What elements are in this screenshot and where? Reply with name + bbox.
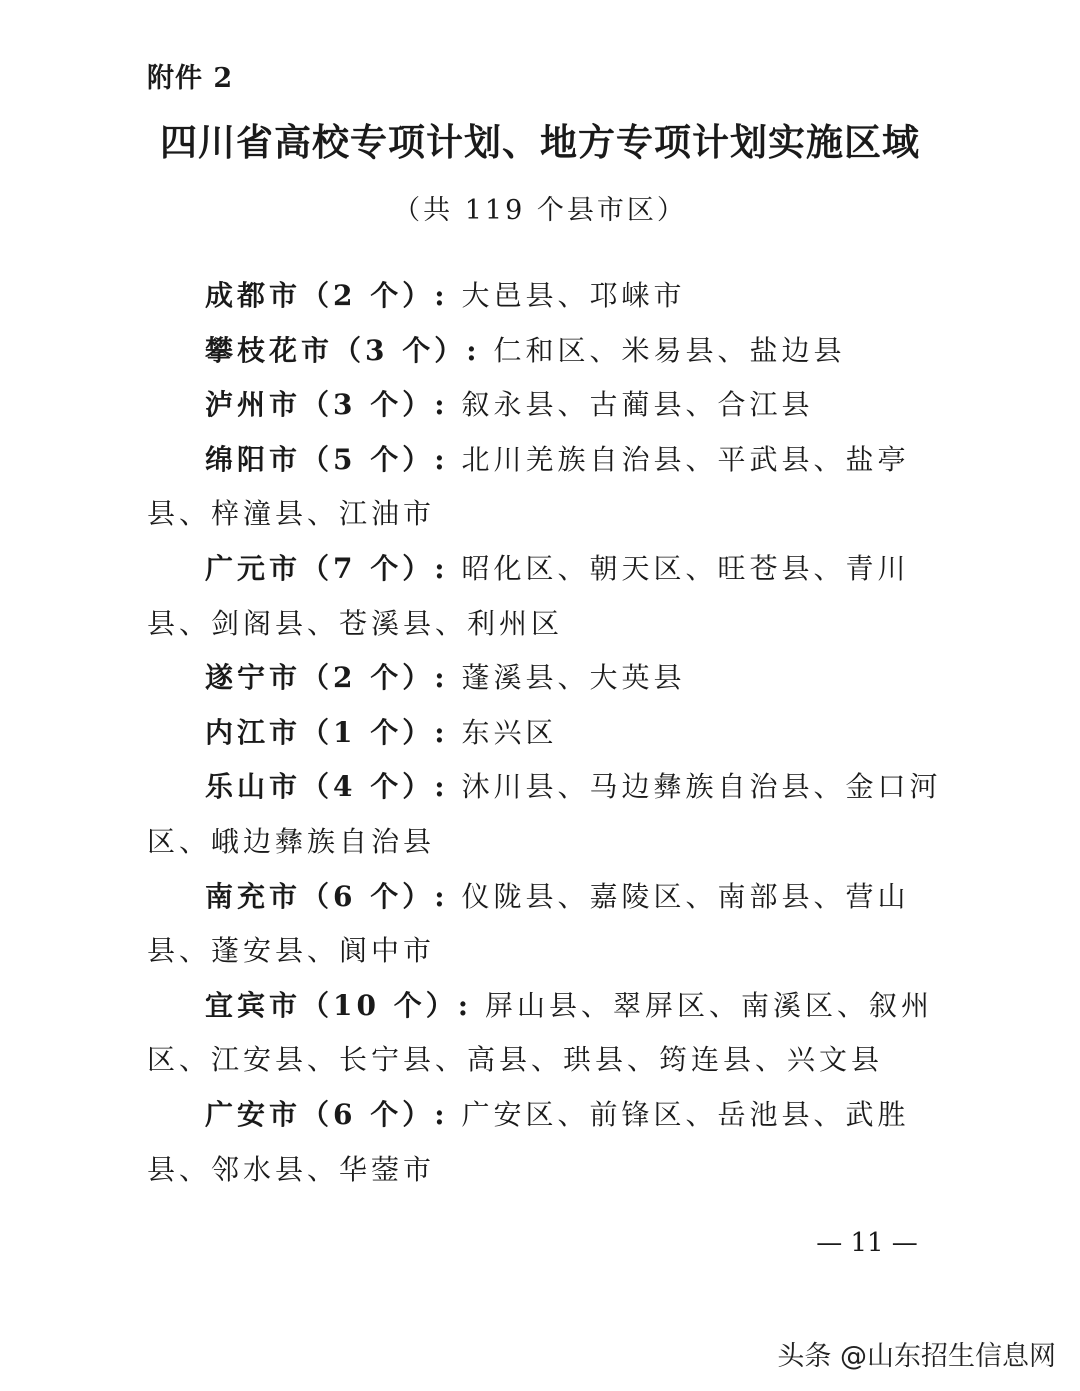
city-name: 遂宁市（2 个）:	[205, 661, 449, 695]
document-subtitle: （共 119 个县市区）	[393, 195, 687, 226]
city-name: 绵阳市（5 个）:	[205, 442, 449, 476]
district-list: 仁和区、米易县、盐边县	[493, 333, 846, 367]
city-name: 攀枝花市（3 个）:	[205, 333, 481, 367]
region-entry	[147, 1088, 947, 1197]
district-list: 叙永县、古蔺县、合江县	[461, 388, 814, 422]
city-name: 广安市（6 个）:	[205, 1097, 449, 1131]
attachment-label: 附件 2	[147, 63, 234, 94]
region-entry	[147, 378, 947, 433]
district-list: 沐川县、马边彝族自治县、金口河区、峨边彝族自治县	[147, 770, 942, 858]
page-number: — 11 —	[816, 1228, 918, 1258]
region-entry	[147, 870, 947, 979]
region-entry	[147, 269, 947, 324]
region-entry	[147, 651, 947, 706]
city-name: 内江市（1 个）:	[205, 715, 449, 749]
city-name: 泸州市（3 个）:	[205, 388, 449, 422]
district-list: 昭化区、朝天区、旺苍县、青川县、剑阁县、苍溪县、利州区	[147, 551, 910, 640]
city-name: 宜宾市（10 个）:	[205, 988, 473, 1022]
city-name: 南充市（6 个）:	[205, 879, 449, 913]
city-name: 乐山市（4 个）:	[205, 770, 449, 804]
district-list: 仪陇县、嘉陵区、南部县、营山县、蓬安县、阆中市	[147, 879, 910, 968]
district-list: 广安区、前锋区、岳池县、武胜县、邻水县、华蓥市	[147, 1097, 910, 1186]
source-watermark: 头条 @山东招生信息网	[777, 1341, 1056, 1372]
region-entry	[147, 433, 947, 542]
region-entry	[147, 324, 947, 379]
region-entry	[147, 542, 947, 651]
city-name: 广元市（7 个）:	[205, 551, 449, 585]
region-entry	[147, 706, 947, 761]
document-title: 四川省高校专项计划、地方专项计划实施区域	[160, 120, 920, 164]
region-entry	[147, 979, 947, 1088]
region-entry	[147, 760, 947, 869]
district-list: 北川羌族自治县、平武县、盐亭县、梓潼县、江油市	[147, 442, 910, 531]
district-list: 大邑县、邛崃市	[461, 279, 686, 312]
district-list: 蓬溪县、大英县	[461, 661, 686, 695]
district-list: 屏山县、翠屏区、南溪区、叙州区、江安县、长宁县、高县、珙县、筠连县、兴文县	[147, 988, 933, 1077]
city-name: 成都市（2 个）:	[205, 279, 449, 312]
district-list: 东兴区	[461, 715, 558, 749]
region-list	[147, 269, 947, 1197]
